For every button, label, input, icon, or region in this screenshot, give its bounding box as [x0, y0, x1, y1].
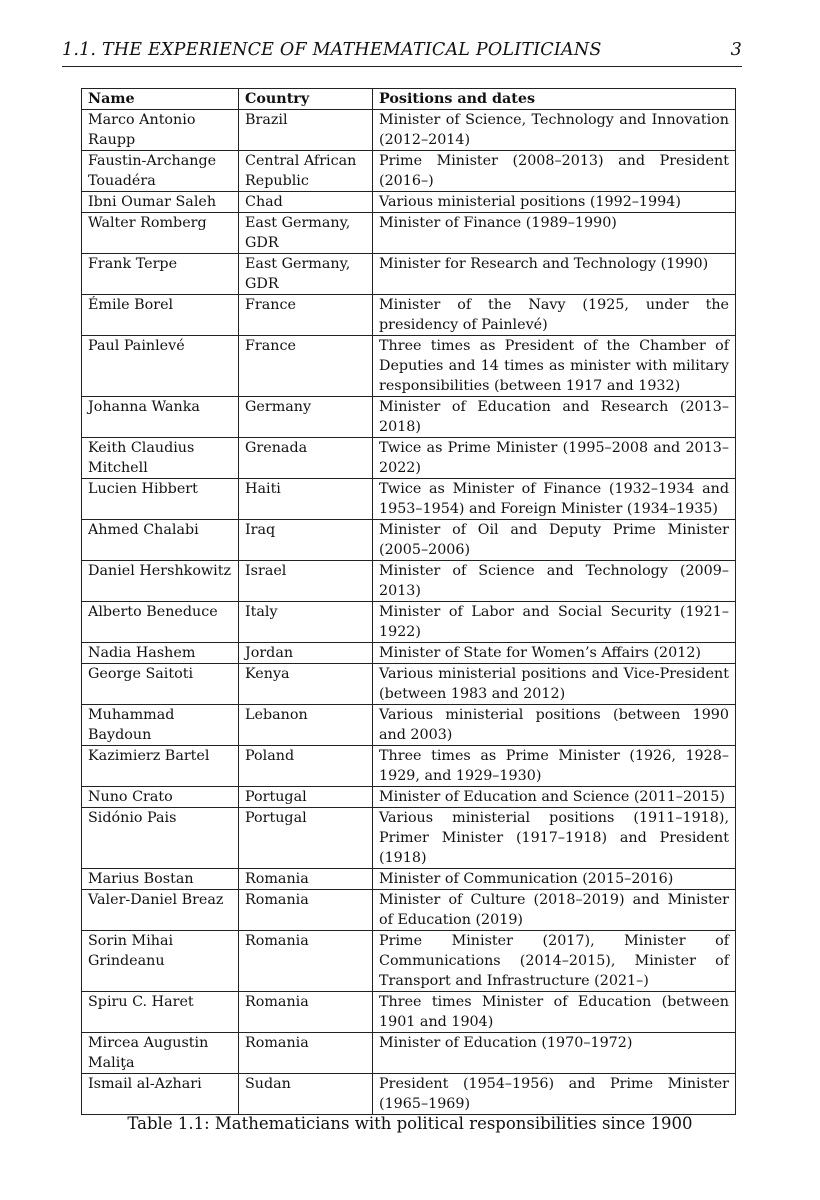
cell-name: Johanna Wanka [82, 397, 239, 438]
table-row [82, 787, 736, 808]
cell-country: East Germany, GDR [239, 254, 373, 295]
cell-name: Spiru C. Haret [82, 992, 239, 1033]
table-row [82, 254, 736, 295]
table-row [82, 438, 736, 479]
cell-name: Marco Antonio Raupp [82, 110, 239, 151]
cell-name: Ismail al-Azhari [82, 1074, 239, 1115]
table-row [82, 213, 736, 254]
cell-positions: Minister for Research and Technology (1990) [373, 254, 736, 295]
column-header-name: Name [82, 89, 239, 110]
cell-name: Nuno Crato [82, 787, 239, 808]
table-row [82, 992, 736, 1033]
politicians-table [81, 88, 736, 1115]
table-row [82, 397, 736, 438]
cell-country: Kenya [239, 664, 373, 705]
cell-name: Lucien Hibbert [82, 479, 239, 520]
cell-country: Central African Republic [239, 151, 373, 192]
table-row [82, 602, 736, 643]
cell-country: Lebanon [239, 705, 373, 746]
cell-country: Chad [239, 192, 373, 213]
table-body [82, 110, 736, 1115]
cell-name: Frank Terpe [82, 254, 239, 295]
cell-positions: Minister of State for Women’s Affairs (2012) [373, 643, 736, 664]
table-row [82, 890, 736, 931]
cell-positions: Minister of Labor and Social Security (1921–1922) [373, 602, 736, 643]
cell-country: France [239, 336, 373, 397]
cell-name: Walter Romberg [82, 213, 239, 254]
table-row [82, 705, 736, 746]
cell-positions: Minister of Science and Technology (2009–2013) [373, 561, 736, 602]
cell-name: Alberto Beneduce [82, 602, 239, 643]
table-caption: Table 1.1: Mathematicians with political responsibilities since 1900 [127, 1114, 693, 1133]
cell-positions: Prime Minister (2017), Minister of Communications (2014–2015), Minister of Transport and Infrastructure (2021–) [373, 931, 736, 992]
table-row [82, 1033, 736, 1074]
cell-positions: Various ministerial positions (1992–1994) [373, 192, 736, 213]
cell-country: Portugal [239, 787, 373, 808]
cell-country: East Germany, GDR [239, 213, 373, 254]
cell-name: George Saitoti [82, 664, 239, 705]
cell-name: Émile Borel [82, 295, 239, 336]
cell-name: Marius Bostan [82, 869, 239, 890]
cell-country: Romania [239, 869, 373, 890]
cell-positions: Minister of Finance (1989–1990) [373, 213, 736, 254]
cell-positions: Minister of Science, Technology and Innovation (2012–2014) [373, 110, 736, 151]
table-header-row [82, 89, 736, 110]
cell-country: Haiti [239, 479, 373, 520]
cell-country: France [239, 295, 373, 336]
cell-name: Valer-Daniel Breaz [82, 890, 239, 931]
cell-name: Kazimierz Bartel [82, 746, 239, 787]
cell-name: Muhammad Baydoun [82, 705, 239, 746]
cell-country: Grenada [239, 438, 373, 479]
cell-country: Israel [239, 561, 373, 602]
cell-name: Keith Claudius Mitchell [82, 438, 239, 479]
table-row [82, 643, 736, 664]
cell-country: Brazil [239, 110, 373, 151]
cell-positions: Minister of Oil and Deputy Prime Minister (2005–2006) [373, 520, 736, 561]
cell-positions: Various ministerial positions and Vice-President (between 1983 and 2012) [373, 664, 736, 705]
cell-country: Jordan [239, 643, 373, 664]
cell-positions: Twice as Prime Minister (1995–2008 and 2013–2022) [373, 438, 736, 479]
cell-country: Iraq [239, 520, 373, 561]
cell-country: Germany [239, 397, 373, 438]
column-header-positions: Positions and dates [373, 89, 736, 110]
page-number: 3 [730, 40, 742, 60]
table-row [82, 520, 736, 561]
cell-name: Sidónio Pais [82, 808, 239, 869]
cell-positions: Minister of Education and Research (2013–2018) [373, 397, 736, 438]
running-header [62, 40, 742, 67]
cell-positions: Minister of Education (1970–1972) [373, 1033, 736, 1074]
cell-country: Portugal [239, 808, 373, 869]
cell-positions: Three times as President of the Chamber of Deputies and 14 times as minister with military responsibilities (between 1917 and 1932) [373, 336, 736, 397]
cell-positions: Three times Minister of Education (between 1901 and 1904) [373, 992, 736, 1033]
cell-country: Poland [239, 746, 373, 787]
cell-name: Ibni Oumar Saleh [82, 192, 239, 213]
cell-positions: Three times as Prime Minister (1926, 1928–1929, and 1929–1930) [373, 746, 736, 787]
table-row [82, 869, 736, 890]
cell-country: Italy [239, 602, 373, 643]
table-row [82, 295, 736, 336]
cell-name: Nadia Hashem [82, 643, 239, 664]
cell-name: Faustin-Archange Touadéra [82, 151, 239, 192]
cell-positions: Twice as Minister of Finance (1932–1934 and 1953–1954) and Foreign Minister (1934–1935) [373, 479, 736, 520]
cell-name: Daniel Hershkowitz [82, 561, 239, 602]
cell-country: Romania [239, 1033, 373, 1074]
table-row [82, 151, 736, 192]
table-row [82, 336, 736, 397]
cell-positions: Minister of Communication (2015–2016) [373, 869, 736, 890]
cell-positions: Prime Minister (2008–2013) and President (2016–) [373, 151, 736, 192]
cell-name: Mircea Augustin Maliţa [82, 1033, 239, 1074]
cell-country: Romania [239, 931, 373, 992]
table-row [82, 192, 736, 213]
table-row [82, 664, 736, 705]
table-row [82, 479, 736, 520]
cell-positions: President (1954–1956) and Prime Minister (1965–1969) [373, 1074, 736, 1115]
table-row [82, 1074, 736, 1115]
cell-positions: Various ministerial positions (1911–1918), Primer Minister (1917–1918) and President (1918) [373, 808, 736, 869]
table-row [82, 746, 736, 787]
cell-positions: Various ministerial positions (between 1990 and 2003) [373, 705, 736, 746]
running-title: 1.1. THE EXPERIENCE OF MATHEMATICAL POLITICIANS [62, 40, 602, 60]
cell-name: Ahmed Chalabi [82, 520, 239, 561]
table-row [82, 561, 736, 602]
cell-name: Paul Painlevé [82, 336, 239, 397]
cell-country: Sudan [239, 1074, 373, 1115]
cell-name: Sorin Mihai Grindeanu [82, 931, 239, 992]
table-row [82, 110, 736, 151]
cell-country: Romania [239, 890, 373, 931]
table-row [82, 808, 736, 869]
cell-positions: Minister of Culture (2018–2019) and Minister of Education (2019) [373, 890, 736, 931]
table-row [82, 931, 736, 992]
cell-positions: Minister of the Navy (1925, under the presidency of Painlevé) [373, 295, 736, 336]
cell-country: Romania [239, 992, 373, 1033]
cell-positions: Minister of Education and Science (2011–2015) [373, 787, 736, 808]
column-header-country: Country [239, 89, 373, 110]
